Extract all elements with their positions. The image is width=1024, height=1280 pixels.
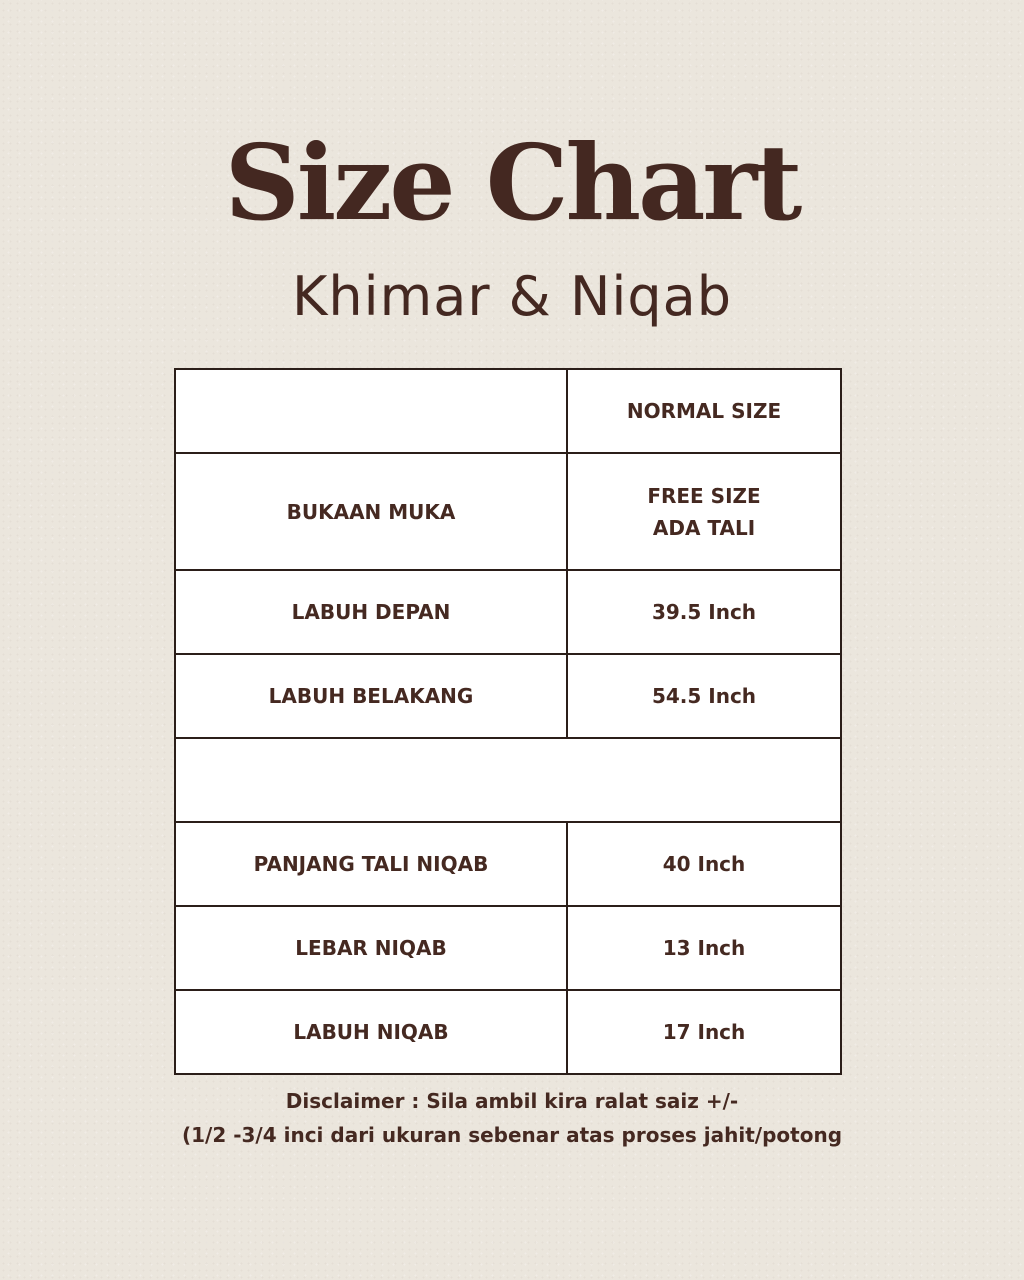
measurement-value-line: ADA TALI: [652, 515, 756, 540]
table-row: [175, 453, 841, 570]
measurement-value: 39.5 Inch: [567, 570, 841, 654]
measurement-value: 13 Inch: [567, 906, 841, 990]
measurement-value: 54.5 Inch: [567, 654, 841, 738]
page-title: Size Chart: [224, 121, 800, 244]
table-row: [175, 990, 841, 1074]
table-row: [175, 906, 841, 990]
measurement-label: BUKAAN MUKA: [175, 453, 567, 570]
disclaimer-line: Disclaimer : Sila ambil kira ralat saiz +/-: [285, 1089, 739, 1113]
table-separator-row: [175, 738, 841, 822]
measurement-label: PANJANG TALI NIQAB: [175, 822, 567, 906]
measurement-label: LABUH BELAKANG: [175, 654, 567, 738]
page-subtitle: Khimar & Niqab: [291, 265, 732, 328]
measurement-value: 17 Inch: [567, 990, 841, 1074]
separator-cell: [175, 738, 841, 822]
table-row: [175, 570, 841, 654]
table-row: [175, 822, 841, 906]
disclaimer-line: (1/2 -3/4 inci dari ukuran sebenar atas proses jahit/potong: [181, 1123, 843, 1147]
measurement-value: [567, 453, 841, 570]
measurement-label: LABUH DEPAN: [175, 570, 567, 654]
measurement-value-line: FREE SIZE: [647, 483, 761, 508]
disclaimer: [0, 1084, 1024, 1152]
measurement-label: LABUH NIQAB: [175, 990, 567, 1074]
measurement-label: LEBAR NIQAB: [175, 906, 567, 990]
table-header-row: [175, 369, 841, 453]
table-row: [175, 654, 841, 738]
header-size-cell: NORMAL SIZE: [567, 369, 841, 453]
measurement-value: 40 Inch: [567, 822, 841, 906]
header-label-cell: [175, 369, 567, 453]
size-table: [174, 368, 842, 1075]
